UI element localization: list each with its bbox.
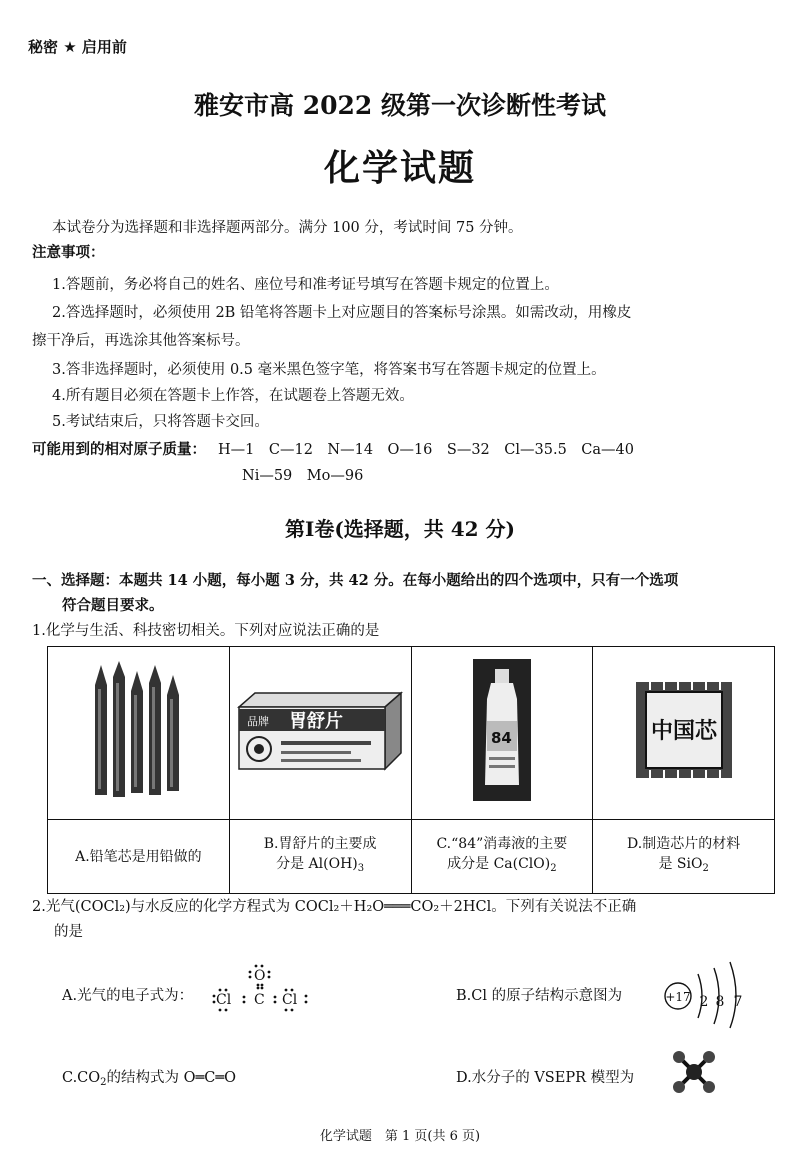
question-2-stem-cont: 的是: [54, 924, 83, 940]
notice-item-2-cont: 擦干净后，再选涂其他答案标号。: [32, 333, 250, 349]
box-product-text: 胃舒片: [289, 711, 344, 732]
notice-item-3: 3.答非选择题时，必须使用 0.5 毫米黑色签字笔，将答案书写在答题卡规定的位置上。: [52, 362, 606, 378]
atomic-mass-line2: Ni—59 Mo—96: [242, 468, 364, 484]
option-d-image-cell: [593, 647, 775, 820]
chip-text: 中国芯: [650, 719, 717, 744]
question-2-stem: 2.光气(COCl₂)与水反应的化学方程式为 COCl₂＋H₂O═══CO₂＋2HCl。下列有关说法不正确: [32, 899, 637, 915]
exam-title: 雅安市高 2022 级第一次诊断性考试: [194, 91, 606, 120]
part1-instructions: 一、选择题：本题共 14 小题，每小题 3 分，共 42 分。在每小题给出的四个选项中，只有一个选项: [32, 572, 679, 589]
notice-heading: 注意事项：: [32, 244, 105, 261]
notice-item-1: 1.答题前，务必将自己的姓名、座位号和准考证号填写在答题卡规定的位置上。: [52, 277, 559, 293]
notice-item-4: 4.所有题目必须在答题卡上作答，在试题卷上答题无效。: [52, 388, 414, 404]
subject-title: 化学试题: [323, 147, 476, 189]
q2-option-d: D.水分子的 VSEPR 模型为: [456, 1070, 635, 1086]
notice-item-5: 5.考试结束后，只将答题卡交回。: [52, 414, 269, 430]
box-brand-text: 品牌: [247, 715, 270, 728]
pencil-leads-image: [73, 655, 203, 805]
bottle-label-text: 84: [490, 729, 512, 747]
svg-text:Cl: Cl: [282, 992, 298, 1008]
disinfectant-bottle-image: [467, 655, 537, 805]
option-d-text: D.制造芯片的材料 是 SiO$_2$: [593, 820, 775, 894]
stomach-tablet-box-image: [235, 685, 405, 775]
water-vsepr-model: [672, 1050, 716, 1094]
exam-intro: 本试卷分为选择题和非选择题两部分。满分 100 分，考试时间 75 分钟。: [52, 220, 523, 236]
option-b-text: B.胃舒片的主要成 分是 $Al(OH)_3$: [229, 820, 411, 894]
svg-text:Cl: Cl: [216, 992, 232, 1008]
question-1-stem: 1.化学与生活、科技密切相关。下列对应说法正确的是: [32, 623, 380, 639]
svg-text:O: O: [254, 968, 266, 984]
svg-text:+17: +17: [665, 990, 691, 1004]
section-title: 第Ⅰ卷(选择题，共 42 分): [284, 517, 516, 541]
q2-option-c: $C.CO_2$的结构式为 O═C═O: [62, 1070, 236, 1088]
option-a-image-cell: [48, 647, 230, 820]
option-b-image-cell: [229, 647, 411, 820]
phosgene-lewis-structure: [212, 962, 308, 1026]
svg-text:8: 8: [715, 994, 725, 1010]
option-a-text: A.铅笔芯是用铅做的: [48, 820, 230, 894]
option-c-text: C.“84”消毒液的主要 成分是 $Ca(ClO)_2$: [411, 820, 593, 894]
svg-text:7: 7: [733, 994, 743, 1010]
part1-instructions-cont: 符合题目要求。: [62, 597, 164, 614]
chlorine-atom-structure-diagram: [662, 960, 762, 1030]
svg-text:C: C: [254, 992, 265, 1008]
page-footer: 化学试题 第 1 页(共 6 页): [319, 1129, 481, 1144]
svg-text:2: 2: [699, 994, 709, 1010]
china-chip-image: [634, 680, 734, 780]
atomic-mass-label: 可能用到的相对原子质量：: [32, 441, 206, 458]
q2-option-b: B.Cl 的原子结构示意图为: [456, 988, 623, 1004]
question-1-table: [47, 646, 775, 894]
confidential-label: 秘密 ★ 启用前: [28, 38, 127, 56]
atomic-mass-line1: H—1 C—12 N—14 O—16 S—32 Cl—35.5 Ca—40: [218, 442, 634, 458]
q2-option-a: A.光气的电子式为：: [62, 988, 194, 1004]
option-c-image-cell: [411, 647, 593, 820]
notice-item-2: 2.答选择题时，必须使用 2B 铅笔将答题卡上对应题目的答案标号涂黑。如需改动，用橡皮: [52, 305, 632, 321]
